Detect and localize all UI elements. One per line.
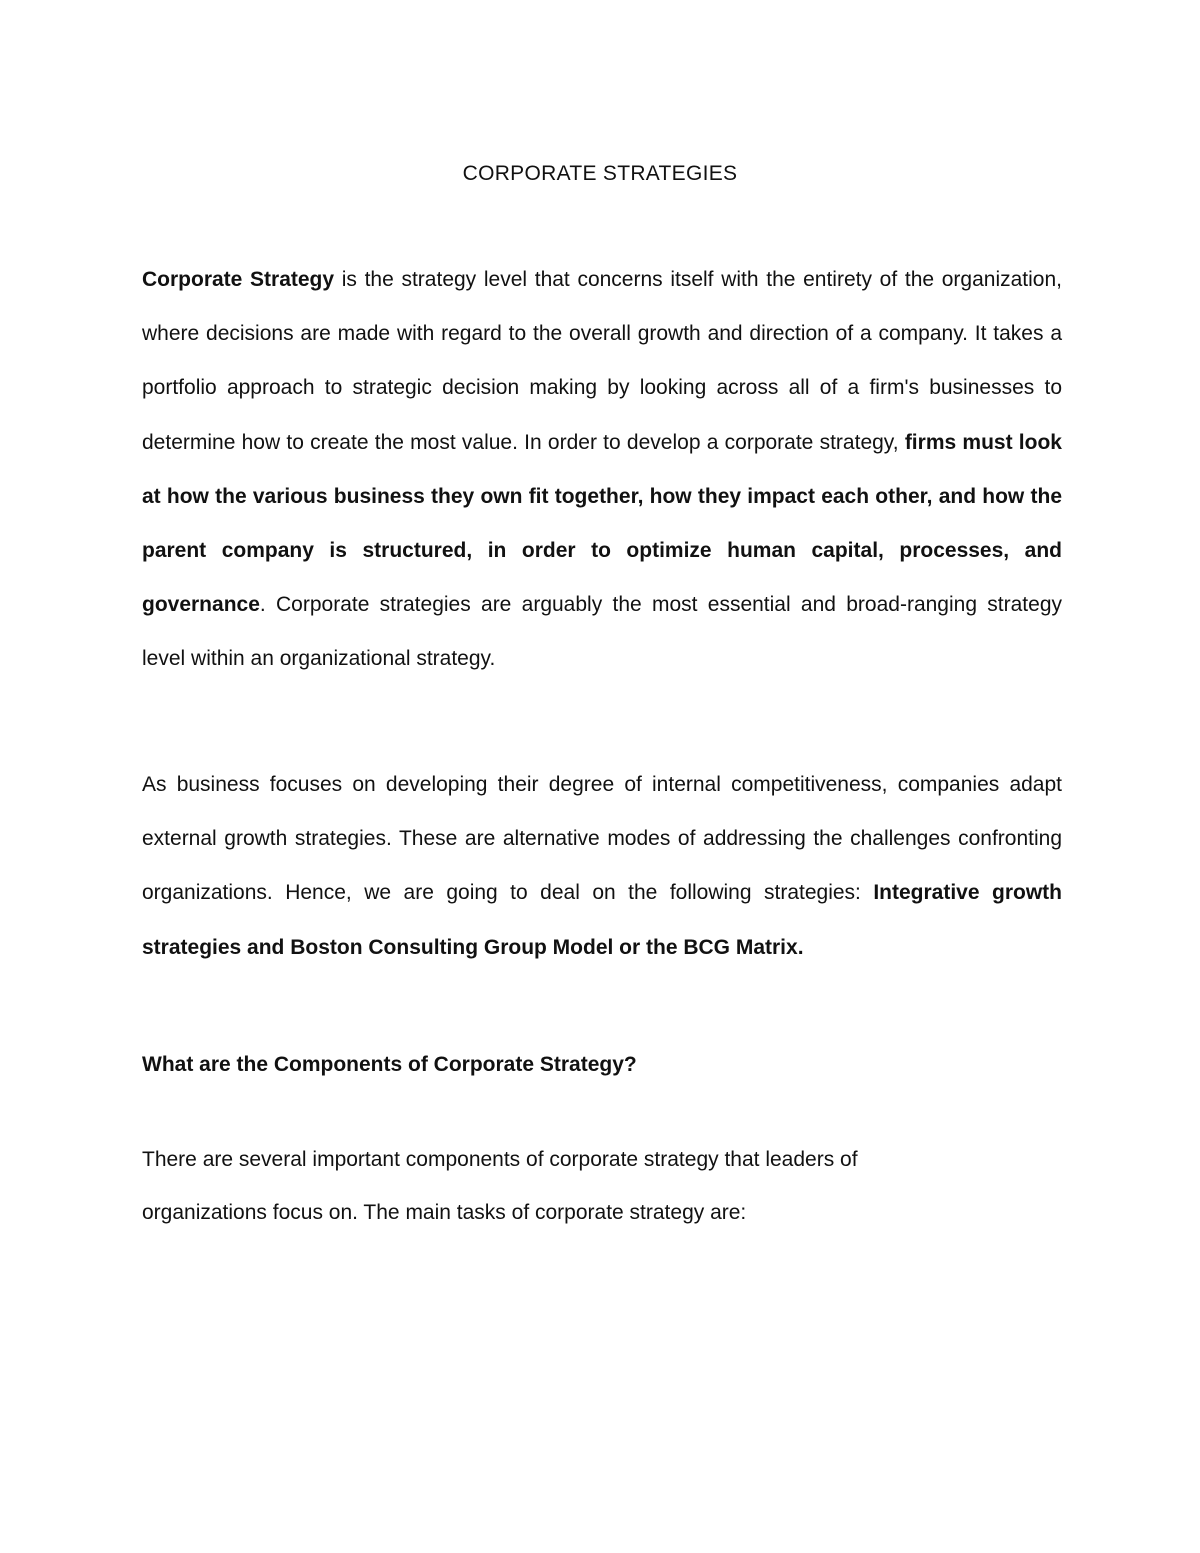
paragraph-components	[142, 1133, 982, 1239]
paragraph-growth-strategies	[142, 758, 1062, 975]
paragraph2-text-a: As business focuses on developing their degree of internal competitiveness, companies adapt external growth strategies. These are alternative modes of addressing the challenges confronting organizations. Hence, we are going to deal on the following strategies:	[142, 773, 1062, 905]
paragraph3-line1: There are several important components of corporate strategy that leaders of	[142, 1148, 858, 1171]
paragraph3-line2: organizations focus on. The main tasks of corporate strategy are:	[142, 1201, 747, 1224]
paragraph1-emphasis: firms must look at how the various business they own fit together, how they impact each other, and how the parent company is structured, in order to optimize human capital, processes, and governance	[142, 430, 1062, 617]
paragraph1-text-b: . Corporate strategies are arguably the most essential and broad-ranging strategy level within an organizational strategy.	[142, 593, 1062, 671]
paragraph2-emphasis: Integrative growth strategies and Boston Consulting Group Model or the BCG Matrix.	[142, 881, 1062, 959]
term-corporate-strategy: Corporate Strategy	[142, 268, 335, 291]
paragraph1-text-a: is the strategy level that concerns itself with the entirety of the organization, where decisions are made with regard to the overall growth and direction of a company. It takes a portfolio approach to strategic decision making by looking across all of a firm's businesses to determine how to create the most value. In order to develop a corporate strategy,	[142, 268, 1062, 454]
components-heading: What are the Components of Corporate Strategy?	[142, 1053, 637, 1076]
document-title: CORPORATE STRATEGIES	[462, 162, 738, 185]
paragraph-corporate-strategy	[142, 253, 1062, 687]
